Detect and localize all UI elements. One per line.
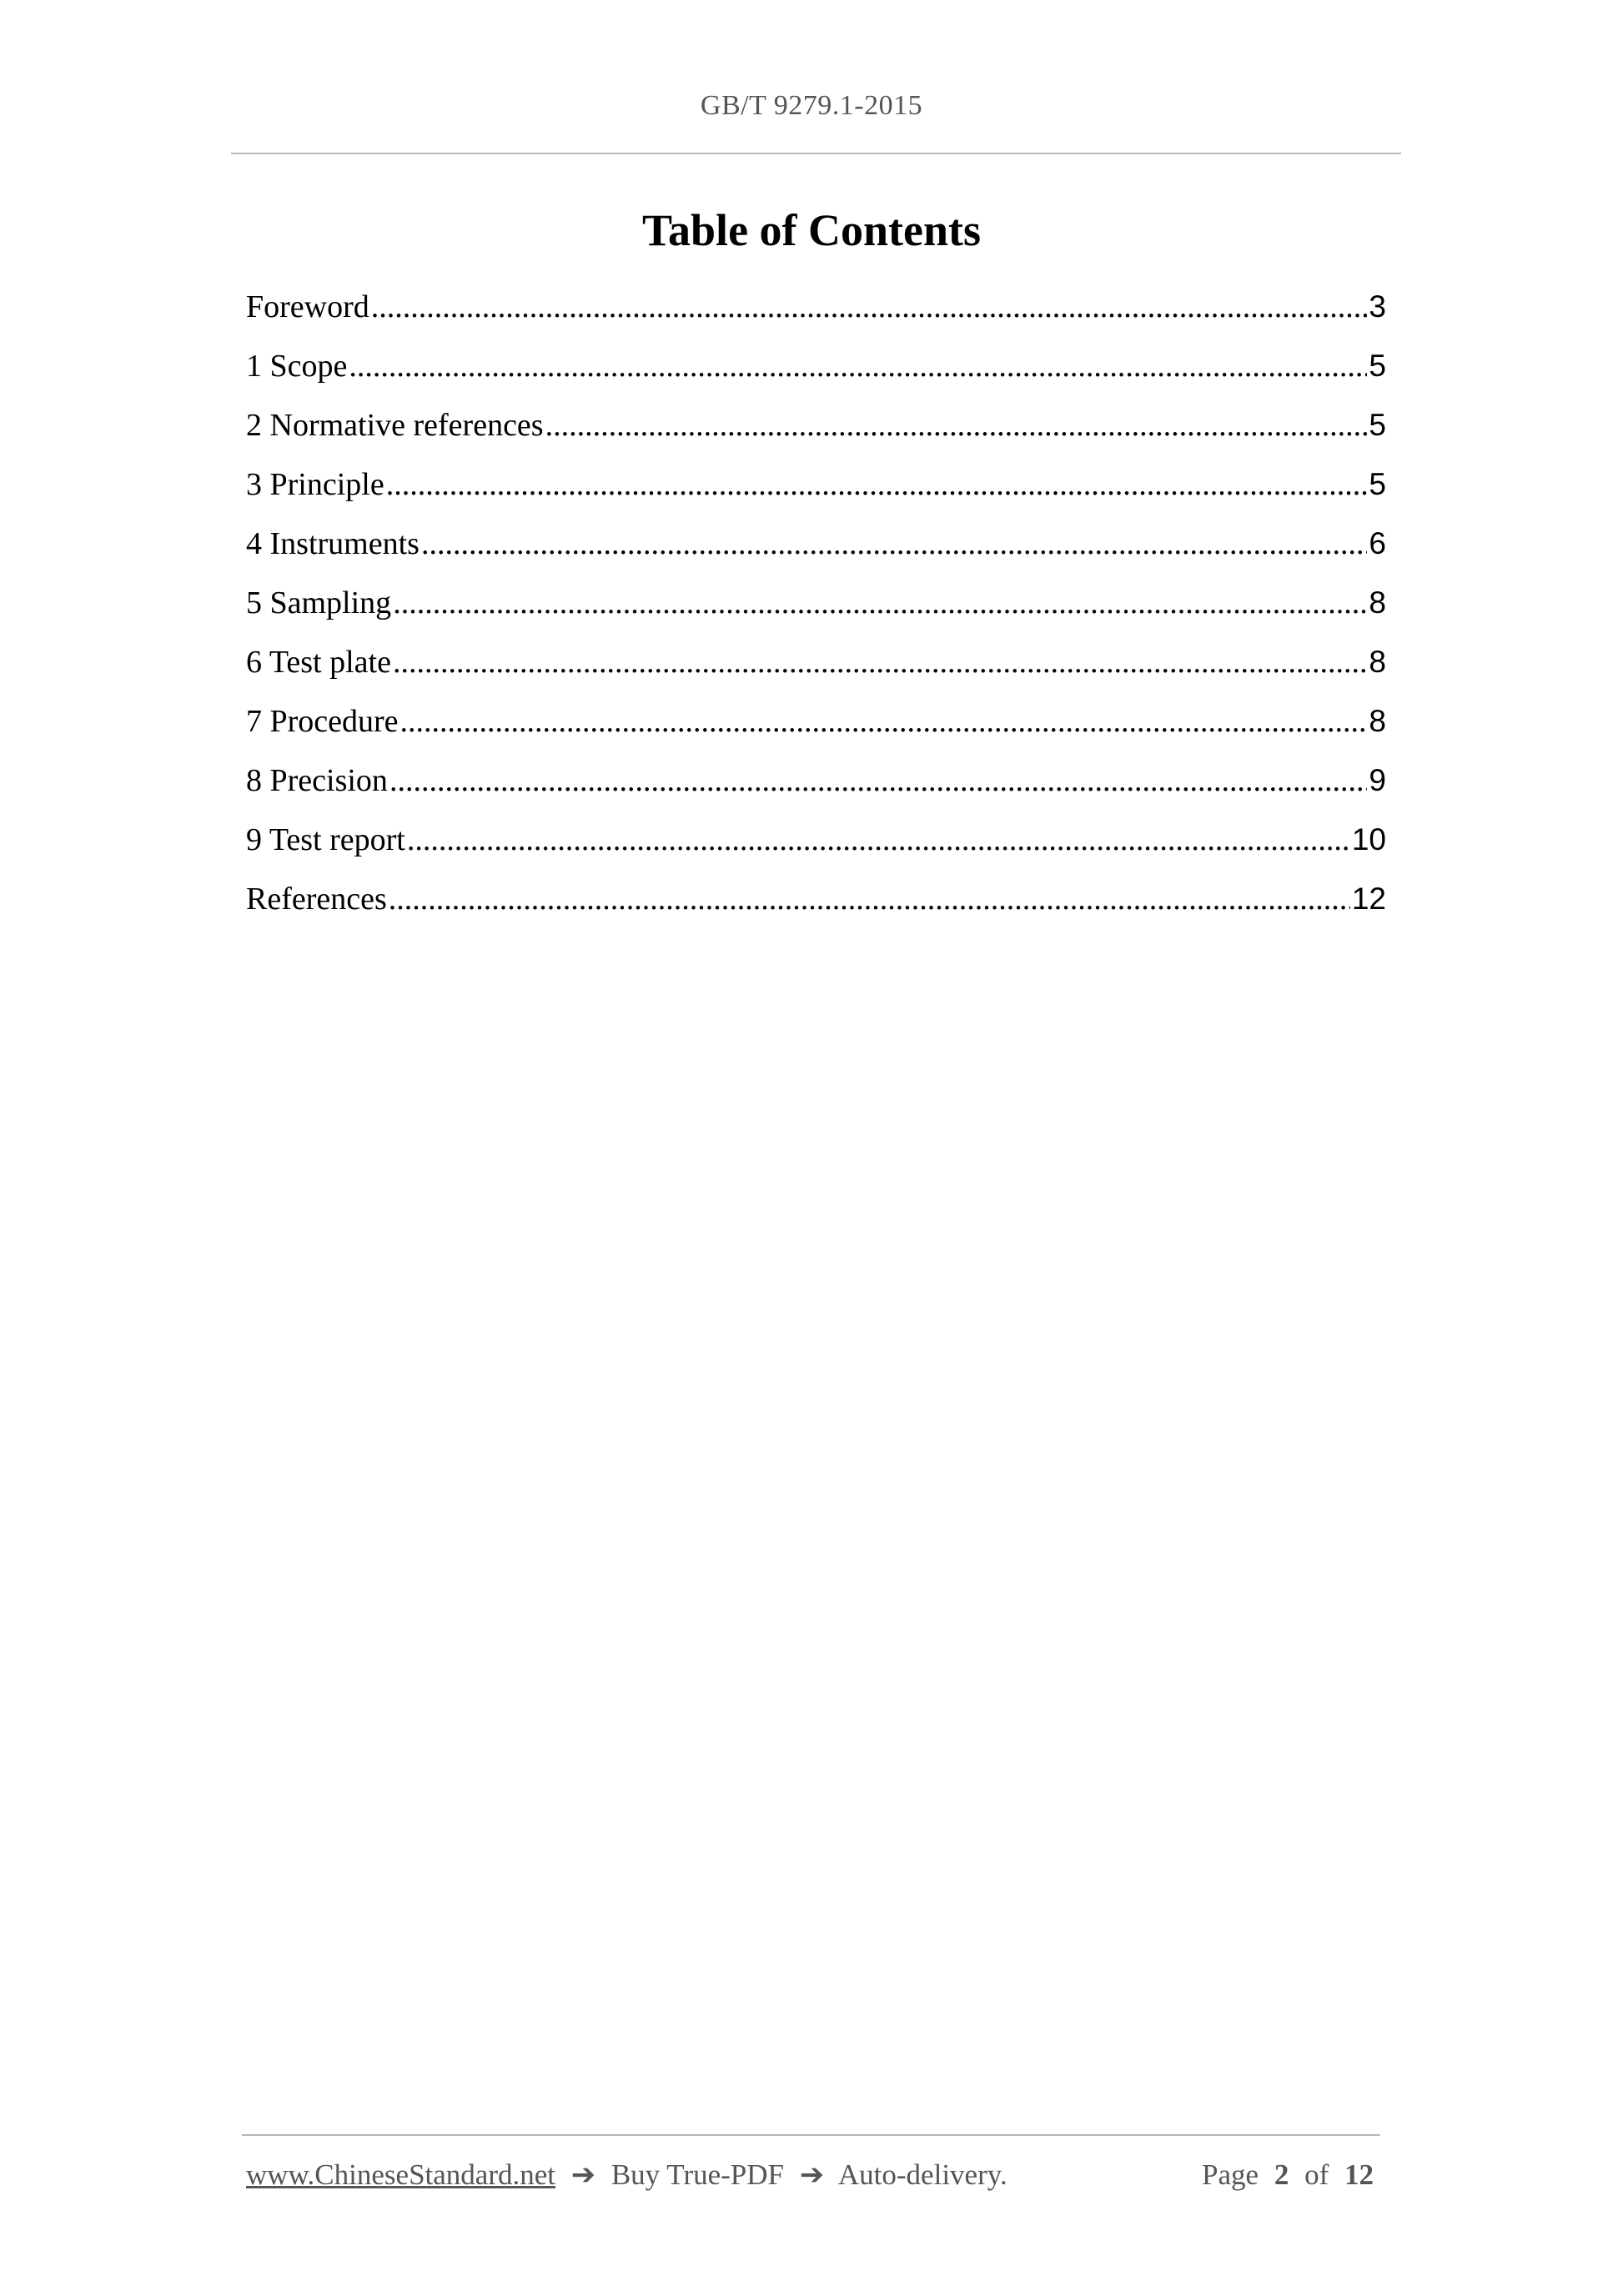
- footer-promo: [246, 2158, 1007, 2192]
- header-divider: [231, 153, 1401, 154]
- site-link[interactable]: www.ChineseStandard.net: [246, 2158, 555, 2191]
- toc-entry-page: 8: [1369, 704, 1386, 738]
- toc-entry-page: 10: [1351, 822, 1386, 857]
- toc-entry-label: 2 Normative references: [246, 408, 544, 443]
- toc-entry-page: 5: [1369, 408, 1386, 442]
- toc-entry-procedure[interactable]: [246, 703, 1386, 762]
- dot-leader: [393, 644, 1367, 681]
- current-page-number: 2: [1274, 2158, 1289, 2191]
- toc-entry-instruments[interactable]: [246, 525, 1386, 585]
- toc-entry-foreword[interactable]: [246, 289, 1386, 348]
- toc-entry-label: 7 Procedure: [246, 704, 399, 739]
- dot-leader: [349, 348, 1367, 384]
- toc-entry-page: 12: [1351, 882, 1386, 916]
- toc-entry-label: References: [246, 882, 387, 917]
- page-word: Page: [1202, 2158, 1259, 2191]
- toc-entry-label: 9 Test report: [246, 822, 405, 857]
- toc-entry-page: 9: [1369, 763, 1386, 797]
- toc-entry-references[interactable]: [246, 881, 1386, 940]
- buy-true-pdf-text: Buy True-PDF: [611, 2158, 784, 2191]
- toc-entry-test-plate[interactable]: [246, 644, 1386, 703]
- toc-entry-sampling[interactable]: [246, 585, 1386, 644]
- dot-leader: [389, 762, 1367, 799]
- dot-leader: [389, 881, 1350, 917]
- arrow-right-icon: ➔: [799, 2158, 825, 2191]
- dot-leader: [371, 289, 1368, 325]
- dot-leader: [400, 703, 1368, 740]
- toc-entry-label: 1 Scope: [246, 349, 348, 384]
- toc-entry-page: 8: [1369, 645, 1386, 679]
- toc-entry-page: 8: [1369, 585, 1386, 620]
- toc-entry-page: 3: [1369, 289, 1386, 324]
- toc-entry-scope[interactable]: [246, 348, 1386, 407]
- auto-delivery-text: Auto-delivery.: [837, 2158, 1007, 2191]
- toc-entry-page: 5: [1369, 467, 1386, 501]
- page-counter: [1202, 2158, 1374, 2192]
- toc-entry-label: Foreword: [246, 289, 369, 324]
- toc-entry-label: 5 Sampling: [246, 585, 392, 620]
- footer-divider: [242, 2134, 1380, 2136]
- toc-entry-page: 5: [1369, 349, 1386, 383]
- page-footer: [246, 2158, 1374, 2192]
- toc-entry-label: 4 Instruments: [246, 526, 420, 561]
- toc-entry-principle[interactable]: [246, 466, 1386, 525]
- arrow-right-icon: ➔: [570, 2158, 596, 2191]
- toc-list: [246, 289, 1386, 940]
- dot-leader: [421, 525, 1367, 562]
- toc-entry-precision[interactable]: [246, 762, 1386, 821]
- dot-leader: [386, 466, 1368, 503]
- toc-entry-label: 3 Principle: [246, 467, 384, 502]
- toc-entry-normative-references[interactable]: [246, 407, 1386, 466]
- toc-entry-page: 6: [1369, 526, 1386, 560]
- toc-title: Table of Contents: [641, 205, 982, 255]
- toc-entry-test-report[interactable]: [246, 821, 1386, 881]
- dot-leader: [393, 585, 1367, 621]
- dot-leader: [545, 407, 1368, 444]
- total-page-count: 12: [1344, 2158, 1374, 2191]
- toc-entry-label: 8 Precision: [246, 763, 388, 798]
- document-header-id: GB/T 9279.1-2015: [700, 90, 923, 121]
- of-word: of: [1304, 2158, 1329, 2191]
- dot-leader: [407, 821, 1350, 858]
- toc-entry-label: 6 Test plate: [246, 645, 391, 680]
